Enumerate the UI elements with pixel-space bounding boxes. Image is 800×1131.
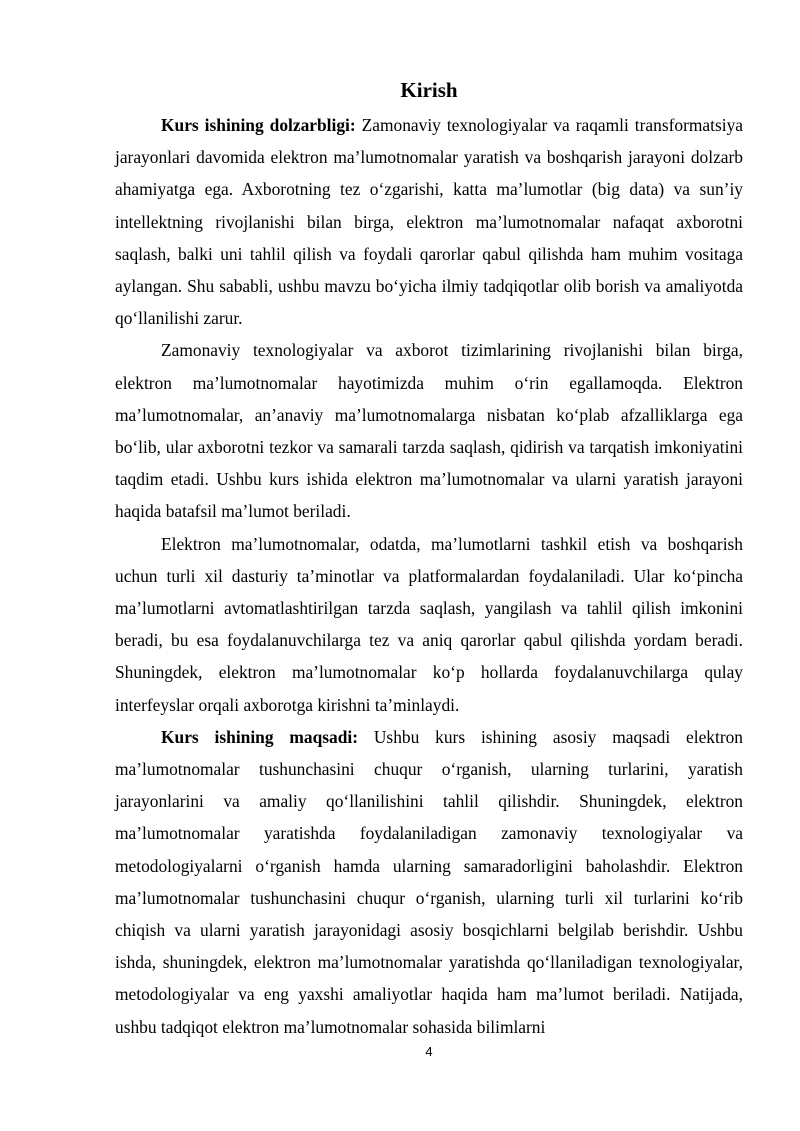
paragraph-lead: Kurs ishining maqsadi: [161,726,358,747]
page-number: 4 [425,1044,433,1059]
page-title: Kirish [400,78,458,102]
paragraph-goal [115,721,743,1043]
paragraph-text: Zamonaviy texnologiyalar va raqamli transformatsiya jarayonlari davomida elektron ma’lumotnomalar yaratish va boshqarish jarayoni dolzarb ahamiyatga ega. Axborotning tez o‘zgarishi, katta ma’lumotlar (big data) va sun’iy intellektning rivojlanishi bilan birga, elektron ma’lumotnomalar nafaqat axborotni saqlash, balki uni tahlil qilish va foydali qarorlar qabul qilishda ham muhim vositaga aylangan. Shu sababli, ushbu mavzu bo‘yicha ilmiy tadqiqotlar olib borish va amaliyotda qo‘llanilishi zarur. [115,115,743,329]
paragraph-modern-tech [115,334,743,527]
document-body [115,109,743,1043]
paragraph-text: Ushbu kurs ishining asosiy maqsadi elektron ma’lumotnomalar tushunchasini chuqur o‘rganish, ularning turlarini, yaratish jarayonlarini va amaliy qo‘llanilishini tahlil qilishdir. Shuningdek, elektron ma’lumotnomalar yaratishda foydalaniladigan zamonaviy texnologiyalar va metodologiyalarni o‘rganish hamda ularning samaradorligini baholashdir. Elektron ma’lumotnomalar tushunchasini chuqur o‘rganish, ularning turli xil turlarini ko‘rib chiqish va ularni yaratish jarayonidagi asosiy bosqichlarni belgilab berishdir. Ushbu ishda, shuningdek, elektron ma’lumotnomalar yaratishda qo‘llaniladigan texnologiyalar, metodologiyalar va eng yaxshi amaliyotlar haqida ham ma’lumot beriladi. Natijada, ushbu tadqiqot elektron ma’lumotnomalar sohasida bilimlarni [115,726,743,1037]
paragraph-software [115,528,743,721]
paragraph-lead: Kurs ishining dolzarbligi: [161,115,356,135]
paragraph-relevance [115,109,743,334]
paragraph-text: Elektron ma’lumotnomalar, odatda, ma’lumotlarni tashkil etish va boshqarish uchun turli xil dasturiy ta’minotlar va platformalardan foydalaniladi. Ular ko‘pincha ma’lumotlarni avtomatlashtirilgan tarzda saqlash, yangilash va tahlil qilish imkonini beradi, bu esa foydalanuvchilarga tez va aniq qarorlar qabul qilishda yordam beradi. Shuningdek, elektron ma’lumotnomalar ko‘p hollarda foydalanuvchilarga qulay interfeyslar orqali axborotga kirishni ta’minlaydi. [115,533,743,715]
paragraph-text: Zamonaviy texnologiyalar va axborot tizimlarining rivojlanishi bilan birga, elektron ma’lumotnomalar hayotimizda muhim o‘rin egallamoqda. Elektron ma’lumotnomalar, an’anaviy ma’lumotnomalarga nisbatan ko‘plab afzalliklarga ega bo‘lib, ular axborotni tezkor va samarali tarzda saqlash, qidirish va tarqatish imkoniyatini taqdim etadi. Ushbu kurs ishida elektron ma’lumotnomalar va ularni yaratish jarayoni haqida batafsil ma’lumot beriladi. [115,340,743,522]
